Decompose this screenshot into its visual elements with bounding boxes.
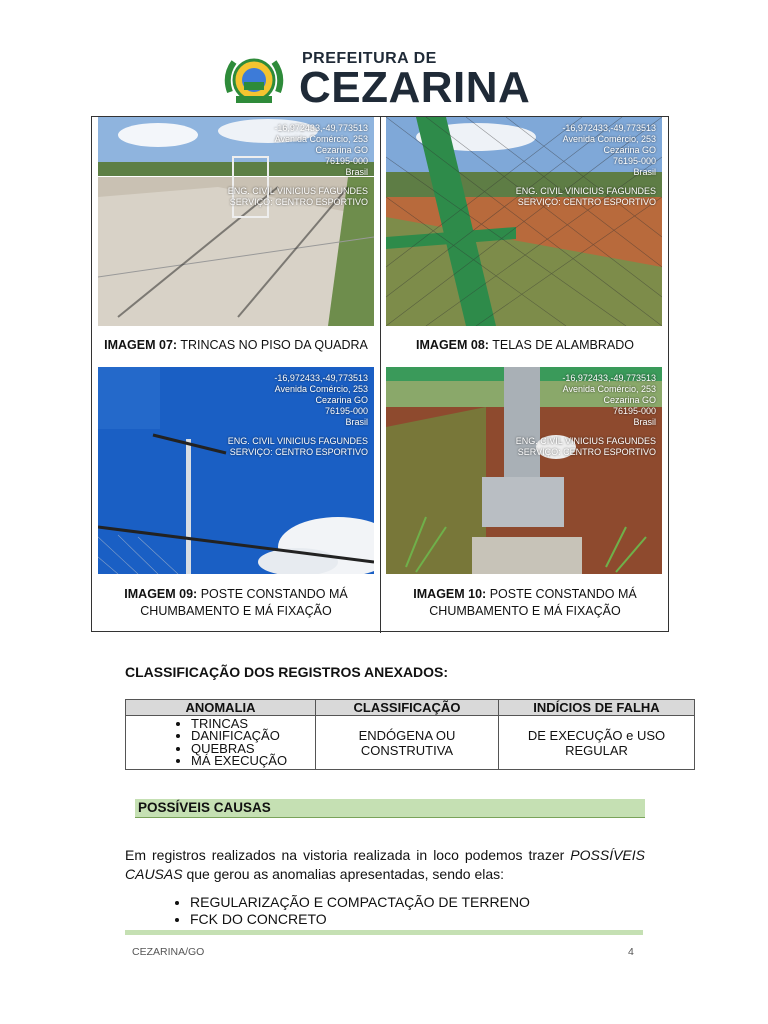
list-item: • MÁ EXECUÇÃO — [191, 755, 315, 768]
photo-stamp: -16,972433,-49,773513 Avenida Comércio, 253 Cezarina GO 76195-000 Brasil ENG. CIVIL VINICIUS FAGUNDES SERVIÇO: CENTRO ESPORTIVO — [515, 123, 656, 207]
list-item: • TRINCAS — [191, 718, 315, 731]
photo-10 — [386, 367, 662, 574]
failure-cell: DE EXECUÇÃO e USO REGULAR — [499, 716, 695, 770]
classification-cell: ENDÓGENA OU CONSTRUTIVA — [316, 716, 499, 770]
classification-table — [125, 699, 695, 770]
footer-location: CEZARINA/GO — [132, 946, 205, 958]
anomalies-list — [126, 715, 315, 768]
list-item: • DANIFICAÇÃO — [191, 730, 315, 743]
caption-09: IMAGEM 09: POSTE CONSTANDO MÁ CHUMBAMENTO E MÁ FIXAÇÃO — [124, 587, 348, 618]
list-item: • REGULARIZAÇÃO E COMPACTAÇÃO DE TERRENO — [190, 894, 530, 911]
caption-10: IMAGEM 10: POSTE CONSTANDO MÁ CHUMBAMENTO E MÁ FIXAÇÃO — [413, 587, 637, 618]
causes-list — [170, 894, 530, 928]
list-item: • QUEBRAS — [191, 743, 315, 756]
page-number: 4 — [628, 946, 634, 958]
col-header-indicios: INDÍCIOS DE FALHA — [499, 700, 695, 716]
brand-title: CEZARINA — [299, 63, 531, 112]
causes-paragraph: Em registros realizados na vistoria realizada in loco podemos trazer POSSÍVEIS CAUSAS que gerou as anomalias apresentadas, sendo elas: — [125, 847, 645, 882]
photo-08 — [386, 117, 662, 326]
causes-title: POSSÍVEIS CAUSAS — [138, 800, 271, 815]
col-header-anomalia: ANOMALIA — [126, 700, 316, 716]
caption-08: IMAGEM 08: TELAS DE ALAMBRADO — [416, 338, 634, 352]
footer-divider — [125, 930, 643, 935]
photo-grid — [91, 116, 669, 632]
letterhead — [222, 50, 552, 112]
photo-stamp: -16,972433,-49,773513 Avenida Comércio, 253 Cezarina GO 76195-000 Brasil ENG. CIVIL VINICIUS FAGUNDES SERVIÇO: CENTRO ESPORTIVO — [515, 373, 656, 457]
classification-title: CLASSIFICAÇÃO DOS REGISTROS ANEXADOS: — [125, 664, 449, 680]
brand-subtitle: PREFEITURA DE — [302, 50, 437, 67]
municipal-seal-icon — [222, 52, 286, 108]
photo-07 — [98, 117, 374, 326]
photo-stamp: -16,972433,-49,773513 Avenida Comércio, 253 Cezarina GO 76195-000 Brasil ENG. CIVIL VINICIUS FAGUNDES SERVIÇO: CENTRO ESPORTIVO — [227, 123, 368, 207]
photo-stamp: -16,972433,-49,773513 Avenida Comércio, 253 Cezarina GO 76195-000 Brasil ENG. CIVIL VINICIUS FAGUNDES SERVIÇO: CENTRO ESPORTIVO — [227, 373, 368, 457]
anomalies-cell — [126, 716, 316, 770]
list-item: • FCK DO CONCRETO — [190, 911, 530, 928]
col-header-classificacao: CLASSIFICAÇÃO — [316, 700, 499, 716]
caption-07: IMAGEM 07: TRINCAS NO PISO DA QUADRA — [104, 338, 368, 352]
photo-09 — [98, 367, 374, 574]
